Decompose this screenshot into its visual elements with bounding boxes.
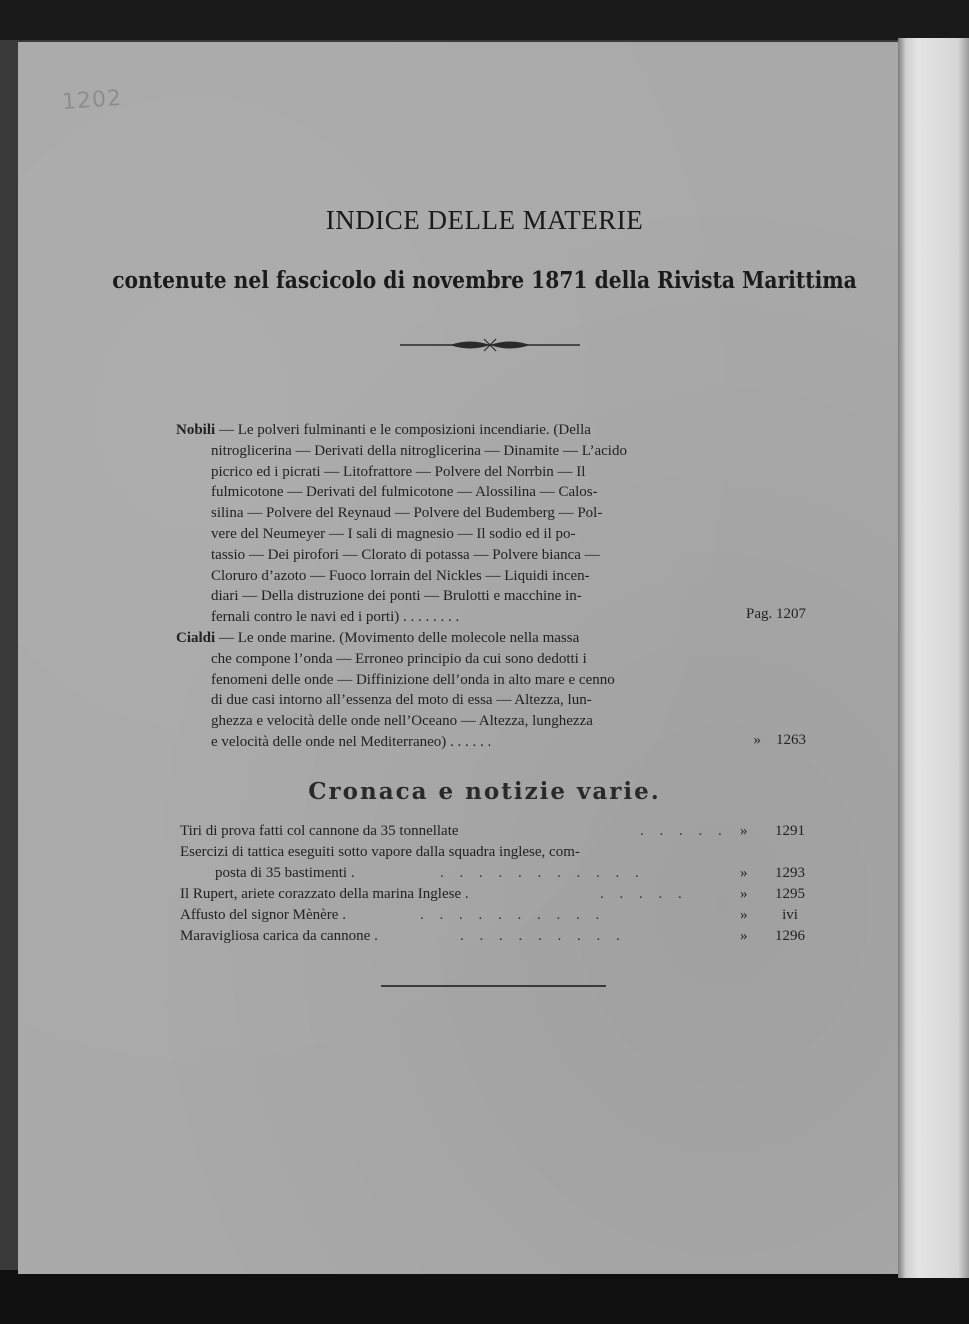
- entry-line: ghezza e velocità delle onde nell’Oceano — Altezza, lunghezza: [211, 713, 593, 730]
- entry-first-line: Nobili — Le polveri fulminanti e le composizioni incendiarie. (Della: [176, 422, 591, 438]
- section-title: Cronaca e notizie varie.: [308, 778, 661, 805]
- entry-line: fulmicotone — Derivati del fulmicotone — Alossilina — Calos-: [211, 484, 598, 501]
- toc-entry-nobili: [176, 420, 706, 628]
- page-subtitle: contenute nel fascicolo di novembre 1871 della Rivista Marittima: [112, 267, 857, 294]
- entry-line: di due casi intorno all’essenza del moto di essa — Altezza, lun-: [211, 692, 592, 709]
- list-item: posta di 35 bastimenti . . . . . . . . . . . . » 1293: [215, 865, 805, 881]
- entry-line: fenomeni delle onde — Diffinizione dell’onda in alto mare e cenno: [211, 671, 615, 688]
- entry-first-line: Cialdi — Le onde marine. (Movimento delle molecole nella massa: [176, 630, 580, 646]
- entry-page-number: Pag. 1207: [746, 606, 806, 622]
- entry-line: che compone l’onda — Erroneo principio da cui sono dedotti i: [211, 650, 587, 667]
- entry-line: nitroglicerina — Derivati della nitroglicerina — Dinamite — L’acido: [211, 442, 627, 459]
- list-item: Affusto del signor Mènère . . . . . . . . . . . » ivi: [180, 907, 798, 923]
- entry-author: Nobili: [176, 422, 216, 438]
- toc-entry-cialdi: [176, 628, 706, 753]
- list-item: Tiri di prova fatti col cannone da 35 tonnellate . . . . . » 1291: [180, 823, 805, 839]
- entry-line: tassio — Dei pirofori — Clorato di potassa — Polvere bianca —: [211, 546, 600, 563]
- entry-line: silina — Polvere del Reynaud — Polvere del Budemberg — Pol-: [211, 505, 603, 522]
- entry-line: fernali contro le navi ed i porti) . . . . . . . .: [211, 609, 460, 626]
- entry-line: picrico ed i picrati — Litofrattore — Polvere del Norrbin — Il: [211, 463, 586, 480]
- entry-author: Cialdi: [176, 630, 216, 646]
- closing-rule: [381, 985, 606, 987]
- entry-line: e velocità delle onde nel Mediterraneo) . . . . . .: [211, 733, 492, 750]
- entry-line: Cloruro d’azoto — Fuoco lorrain del Nickles — Liquidi incen-: [211, 567, 590, 584]
- entry-line: vere del Neumeyer — I sali di magnesio — Il sodio ed il po-: [211, 525, 576, 542]
- fleuron-ornament-icon: [400, 333, 580, 357]
- page-title: INDICE DELLE MATERIE: [325, 205, 644, 235]
- entry-line: diari — Della distruzione dei ponti — Brulotti e macchine in-: [211, 588, 582, 605]
- entry-page-number: » 1263: [753, 732, 806, 748]
- list-item: Esercizi di tattica eseguiti sotto vapore dalla squadra inglese, com-: [180, 844, 580, 860]
- list-item: Maravigliosa carica da cannone . . . . . . . . . . » 1296: [180, 928, 805, 944]
- pencil-note: 1202: [61, 85, 123, 116]
- list-item: Il Rupert, ariete corazzato della marina Inglese . . . . . . » 1295: [180, 886, 805, 902]
